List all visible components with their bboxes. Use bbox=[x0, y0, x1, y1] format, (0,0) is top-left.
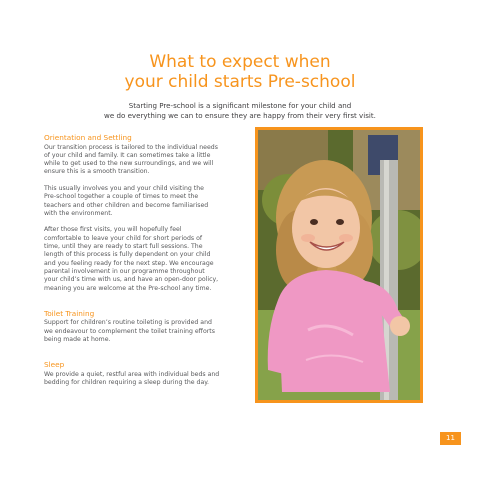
intro-line-1: Starting Pre-school is a significant milestone for your child and bbox=[128, 101, 352, 110]
orientation-paragraph-2 bbox=[44, 185, 244, 218]
title-line-2: your child starts Pre-school bbox=[124, 72, 356, 92]
section-heading-sleep: Sleep bbox=[44, 360, 65, 370]
line: time, until they are ready to start full sessions. The bbox=[44, 243, 203, 251]
section-toilet-training bbox=[44, 309, 244, 344]
intro-line-2: we do everything we can to ensure they are happy from their very first visit. bbox=[104, 111, 376, 120]
orientation-paragraph-3 bbox=[44, 226, 244, 292]
line: of your child and family. It can sometimes take a little bbox=[44, 151, 211, 159]
section-heading-toilet-training: Toilet Training bbox=[44, 308, 95, 318]
line: We provide a quiet, restful area with individual beds and bbox=[44, 370, 220, 378]
page-number-badge: 11 bbox=[440, 432, 461, 445]
title-line-1: What to expect when bbox=[149, 52, 331, 72]
line: meaning you are welcome at the Pre-school any time. bbox=[44, 284, 212, 292]
line: teachers and other children and become familiarised bbox=[44, 201, 209, 209]
line: Our transition process is tailored to the individual needs bbox=[44, 143, 218, 151]
line: This usually involves you and your child visiting the bbox=[44, 184, 204, 192]
section-orientation bbox=[44, 133, 244, 293]
line: length of this process is fully dependent on your child bbox=[44, 251, 211, 259]
line: parental involvement in our programme throughout bbox=[44, 267, 205, 275]
line: comfortable to leave your child for short periods of bbox=[44, 234, 203, 242]
line: After those first visits, you will hopefully feel bbox=[44, 226, 182, 234]
photo-frame bbox=[255, 127, 423, 403]
line: we endeavour to complement the toilet training efforts bbox=[44, 327, 215, 335]
sleep-paragraph bbox=[44, 371, 244, 388]
photo-illustration bbox=[258, 130, 420, 400]
line: your child’s time with us, and have an open-door policy, bbox=[44, 276, 219, 284]
line: Support for children’s routine toileting is provided and bbox=[44, 319, 212, 327]
page-title bbox=[0, 52, 480, 92]
toilet-paragraph bbox=[44, 319, 244, 344]
line: bedding for children requiring a sleep during the day. bbox=[44, 379, 209, 387]
intro-text bbox=[40, 101, 440, 121]
line: being made at home. bbox=[44, 335, 111, 343]
section-sleep bbox=[44, 360, 244, 387]
text-column bbox=[44, 133, 244, 387]
line: ensure this is a smooth transition. bbox=[44, 168, 150, 176]
line: and you feeling ready for the next step. We encourage bbox=[44, 259, 214, 267]
orientation-paragraph-1 bbox=[44, 144, 244, 177]
line: Pre-school together a couple of times to meet the bbox=[44, 193, 199, 201]
line: while to get used to the new surroundings, and we will bbox=[44, 160, 214, 168]
section-heading-orientation: Orientation and Settling bbox=[44, 133, 132, 142]
smiling-girl-photo bbox=[258, 130, 420, 400]
line: with the environment. bbox=[44, 209, 113, 217]
